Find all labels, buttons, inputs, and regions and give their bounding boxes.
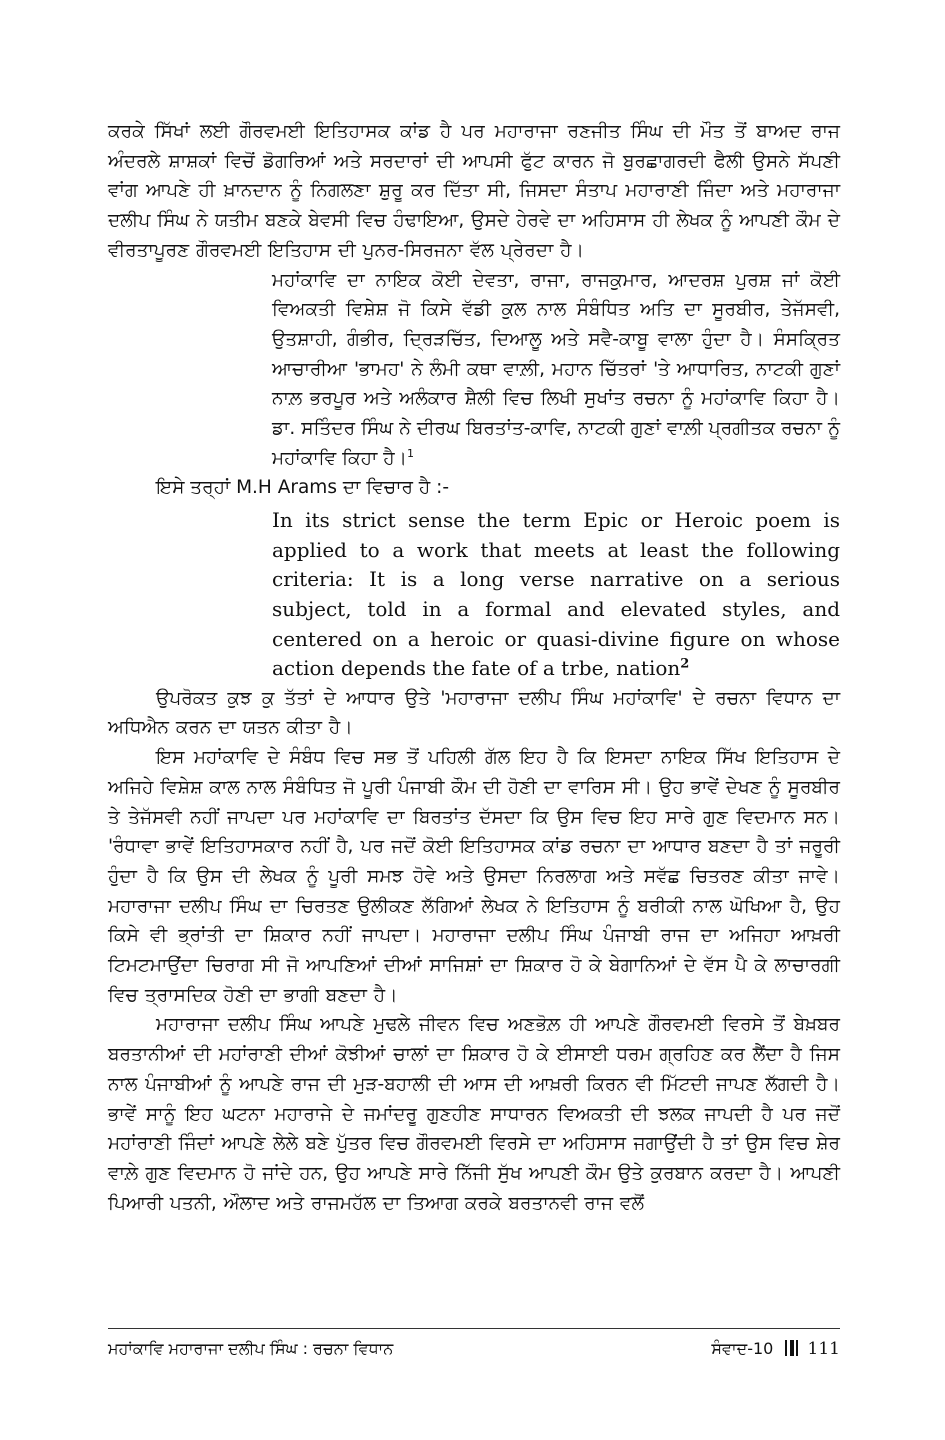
paragraph-4: ਮਹਾਰਾਜਾ ਦਲੀਪ ਸਿੰਘ ਆਪਣੇ ਮੁਢਲੇ ਜੀਵਨ ਵਿਚ ਅਣਭੋਲ਼ ਹੀ ਆਪਣੇ ਗੌਰਵਮਈ ਵਿਰਸੇ ਤੋਂ ਬੇਖ਼ਬਰ ਬਰਤਾਨੀਆਂ ਦੀ ਮਹਾਂਰਾਣੀ ਦੀਆਂ ਕੋਝੀਆਂ ਚਾਲਾਂ ਦਾ ਸ਼ਿਕਾਰ ਹੋ ਕੇ ਈਸਾਈ ਧਰਮ ਗ੍ਰਹਿਣ ਕਰ ਲੈਂਦਾ ਹੈ ਜਿਸ ਨਾਲ ਪੰਜਾਬੀਆਂ ਨੂੰ ਆਪਣੇ ਰਾਜ ਦੀ ਮੁੜ-ਬਹਾਲੀ ਦੀ ਆਸ ਦੀ ਆਖ਼ਰੀ ਕਿਰਨ ਵੀ ਮਿੱਟਦੀ ਜਾਪਣ ਲੱਗਦੀ ਹੈ। ਭਾਵੇਂ ਸਾਨੂੰ ਇਹ ਘਟਨਾ ਮਹਾਰਾਜੇ ਦੇ ਜਮਾਂਦਰੂ ਗੁਣਹੀਣ ਸਾਧਾਰਨ ਵਿਅਕਤੀ ਦੀ ਝਲਕ ਜਾਪਦੀ ਹੈ ਪਰ ਜਦੋਂ ਮਹਾਂਰਾਣੀ ਜਿੰਦਾਂ ਆਪਣੇ ਲੇਲੇ ਬਣੇ ਪੁੱਤਰ ਵਿਚ ਗੌਰਵਮਈ ਵਿਰਸੇ ਦਾ ਅਹਿਸਾਸ ਜਗਾਉਂਦੀ ਹੈ ਤਾਂ ਉਸ ਵਿਚ ਸ਼ੇਰ ਵਾਲ਼ੇ ਗੁਣ ਵਿਦਮਾਨ ਹੋ ਜਾਂਦੇ ਹਨ, ਉਹ ਆਪਣੇ ਸਾਰੇ ਨਿੱਜੀ ਸੁੱਖ ਆਪਣੀ ਕੌਮ ਉਤੇ ਕੁਰਬਾਨ ਕਰਦਾ ਹੈ। ਆਪਣੀ ਪਿਆਰੀ ਪਤਨੀ, ਔਲਾਦ ਅਤੇ ਰਾਜਮਹੱਲ ਦਾ ਤਿਆਗ ਕਰਕੇ ਬਰਤਾਨਵੀ ਰਾਜ ਵਲੋਂ (108, 1014, 840, 1214)
arams-intro-line: ਇਸੇ ਤਰ੍ਹਾਂ M.H Arams ਦਾ ਵਿਚਾਰ ਹੈ :- (156, 477, 450, 499)
page-body (108, 117, 840, 1218)
block-quote-mahakavi-definition (272, 266, 840, 474)
page-footer (108, 1336, 840, 1362)
english-quote-abrams (272, 506, 840, 684)
footer-right-group (711, 1336, 840, 1362)
journal-name: ਸੰਵਾਦ-10 (711, 1339, 774, 1358)
paragraph-2: ਉਪਰੋਕਤ ਕੁਝ ਕੁ ਤੱਤਾਂ ਦੇ ਆਧਾਰ ਉਤੇ 'ਮਹਾਰਾਜਾ ਦਲੀਪ ਸਿੰਘ ਮਹਾਂਕਾਵਿ' ਦੇ ਰਚਨਾ ਵਿਧਾਨ ਦਾ ਅਧਿਐਨ ਕਰਨ ਦਾ ਯਤਨ ਕੀਤਾ ਹੈ। (108, 687, 840, 739)
separator-bars-icon (783, 1340, 799, 1356)
english-quote-text: In its strict sense the term Epic or Heroic poem is applied to a work that meets at least the following criteria: It is a long verse narrative on a serious subject, told in a formal and elevated styles, and centered on a heroic or quasi-divine figure on whose action depends the fate of a trbe, nation (272, 508, 840, 681)
paragraph-3: ਇਸ ਮਹਾਂਕਾਵਿ ਦੇ ਸੰਬੰਧ ਵਿਚ ਸਭ ਤੋਂ ਪਹਿਲੀ ਗੱਲ ਇਹ ਹੈ ਕਿ ਇਸਦਾ ਨਾਇਕ ਸਿੱਖ ਇਤਿਹਾਸ ਦੇ ਅਜਿਹੇ ਵਿਸ਼ੇਸ਼ ਕਾਲ ਨਾਲ ਸੰਬੰਧਿਤ ਜੋ ਪੂਰੀ ਪੰਜਾਬੀ ਕੌਮ ਦੀ ਹੋਣੀ ਦਾ ਵਾਰਿਸ ਸੀ। ਉਹ ਭਾਵੇਂ ਦੇਖਣ ਨੂੰ ਸੂਰਬੀਰ ਤੇ ਤੇਜੱਸਵੀ ਨਹੀਂ ਜਾਪਦਾ ਪਰ ਮਹਾਂਕਾਵਿ ਦਾ ਬਿਰਤਾਂਤ ਦੱਸਦਾ ਕਿ ਉਸ ਵਿਚ ਇਹ ਸਾਰੇ ਗੁਣ ਵਿਦਮਾਨ ਸਨ। 'ਰੰਧਾਵਾ ਭਾਵੇਂ ਇਤਿਹਾਸਕਾਰ ਨਹੀਂ ਹੈ, ਪਰ ਜਦੋਂ ਕੋਈ ਇਤਿਹਾਸਕ ਕਾਂਡ ਰਚਨਾ ਦਾ ਆਧਾਰ ਬਣਦਾ ਹੈ ਤਾਂ ਜਰੂਰੀ ਹੁੰਦਾ ਹੈ ਕਿ ਉਸ ਦੀ ਲੇਖਕ ਨੂੰ ਪੂਰੀ ਸਮਝ ਹੋਵੇ ਅਤੇ ਉਸਦਾ ਨਿਰਲਾਗ ਅਤੇ ਸਵੱਛ ਚਿਤਰਣ ਕੀਤਾ ਜਾਵੇ। ਮਹਾਰਾਜਾ ਦਲੀਪ ਸਿੰਘ ਦਾ ਚਿਰਤਣ ਉਲੀਕਣ ਲੱਗਿਆਂ ਲੇਖਕ ਨੇ ਇਤਿਹਾਸ ਨੂੰ ਬਰੀਕੀ ਨਾਲ ਘੋਖਿਆ ਹੈ, ਉਹ ਕਿਸੇ ਵੀ ਭ੍ਰਾਂਤੀ ਦਾ ਸ਼ਿਕਾਰ ਨਹੀਂ ਜਾਪਦਾ। ਮਹਾਰਾਜਾ ਦਲੀਪ ਸਿੰਘ ਪੰਜਾਬੀ ਰਾਜ ਦਾ ਅਜਿਹਾ ਆਖ਼ਰੀ ਟਿਮਟਮਾਉਂਦਾ ਚਿਰਾਗ ਸੀ ਜੋ ਆਪਣਿਆਂ ਦੀਆਂ ਸਾਜਿਸ਼ਾਂ ਦਾ ਸ਼ਿਕਾਰ ਹੋ ਕੇ ਬੇਗਾਨਿਆਂ ਦੇ ਵੱਸ ਪੈ ਕੇ ਲਾਚਾਰਗੀ ਵਿਚ ਤ੍ਰਾਸਦਿਕ ਹੋਣੀ ਦਾ ਭਾਗੀ ਬਣਦਾ ਹੈ। (108, 747, 840, 1006)
running-title: ਮਹਾਂਕਾਵਿ ਮਹਾਰਾਜਾ ਦਲੀਪ ਸਿੰਘ : ਰਚਨਾ ਵਿਧਾਨ (108, 1339, 394, 1358)
paragraph-1: ਕਰਕੇ ਸਿੱਖਾਂ ਲਈ ਗੌਰਵਮਈ ਇਤਿਹਾਸਕ ਕਾਂਡ ਹੈ ਪਰ ਮਹਾਰਾਜਾ ਰਣਜੀਤ ਸਿੰਘ ਦੀ ਮੌਤ ਤੋਂ ਬਾਅਦ ਰਾਜ ਅੰਦਰਲੇ ਸ਼ਾਸ਼ਕਾਂ ਵਿਚੋਂ ਡੋਗਰਿਆਂ ਅਤੇ ਸਰਦਾਰਾਂ ਦੀ ਆਪਸੀ ਫੁੱਟ ਕਾਰਨ ਜੋ ਬੁਰਛਾਗਰਦੀ ਫੈਲੀ ਉਸਨੇ ਸੱਪਣੀ ਵਾਂਗ ਆਪਣੇ ਹੀ ਖ਼ਾਨਦਾਨ ਨੂੰ ਨਿਗਲਣਾ ਸ਼ੁਰੂ ਕਰ ਦਿੱਤਾ ਸੀ, ਜਿਸਦਾ ਸੰਤਾਪ ਮਹਾਰਾਣੀ ਜਿੰਦਾ ਅਤੇ ਮਹਾਰਾਜਾ ਦਲੀਪ ਸਿੰਘ ਨੇ ਯਤੀਮ ਬਣਕੇ ਬੇਵਸੀ ਵਿਚ ਹੰਢਾਇਆ, ਉਸਦੇ ਹੇਰਵੇ ਦਾ ਅਹਿਸਾਸ ਹੀ ਲੇਖਕ ਨੂੰ ਆਪਣੀ ਕੌਮ ਦੇ ਵੀਰਤਾਪੂਰਣ ਗੌਰਵਮਈ ਇਤਿਹਾਸ ਦੀ ਪੁਨਰ-ਸਿਰਜਨਾ ਵੱਲ ਪ੍ਰੇਰਦਾ ਹੈ। (108, 121, 840, 261)
footer-divider (108, 1328, 840, 1329)
page-number: 111 (807, 1339, 840, 1359)
block-quote-text: ਮਹਾਂਕਾਵਿ ਦਾ ਨਾਇਕ ਕੋਈ ਦੇਵਤਾ, ਰਾਜਾ, ਰਾਜਕੁਮਾਰ, ਆਦਰਸ਼ ਪੁਰਸ਼ ਜਾਂ ਕੋਈ ਵਿਅਕਤੀ ਵਿਸ਼ੇਸ਼ ਜੋ ਕਿਸੇ ਵੱਡੀ ਕੁਲ ਨਾਲ ਸੰਬੰਧਿਤ ਅਤਿ ਦਾ ਸੂਰਬੀਰ, ਤੇਜੱਸਵੀ, ਉਤਸ਼ਾਹੀ, ਗੰਭੀਰ, ਦ੍ਰਿੜਚਿੱਤ, ਦਿਆਲੂ ਅਤੇ ਸਵੈ-ਕਾਬੂ ਵਾਲਾ ਹੁੰਦਾ ਹੈ। ਸੰਸਕ੍ਰਿਤ ਆਚਾਰੀਆ 'ਭਾਮਹ' ਨੇ ਲੰਮੀ ਕਥਾ ਵਾਲ਼ੀ, ਮਹਾਨ ਚਿੱਤਰਾਂ 'ਤੇ ਆਧਾਰਿਤ, ਨਾਟਕੀ ਗੁਣਾਂ ਨਾਲ਼ ਭਰਪੂਰ ਅਤੇ ਅਲੰਕਾਰ ਸ਼ੈਲੀ ਵਿਚ ਲਿਖੀ ਸੁਖਾਂਤ ਰਚਨਾ ਨੂੰ ਮਹਾਂਕਾਵਿ ਕਿਹਾ ਹੈ। ਡਾ. ਸਤਿੰਦਰ ਸਿੰਘ ਨੇ ਦੀਰਘ ਬਿਰਤਾਂਤ-ਕਾਵਿ, ਨਾਟਕੀ ਗੁਣਾਂ ਵਾਲ਼ੀ ਪ੍ਰਗੀਤਕ ਰਚਨਾ ਨੂੰ ਮਹਾਂਕਾਵਿ ਕਿਹਾ ਹੈ। (272, 269, 840, 469)
footnote-ref-1: 1 (407, 446, 415, 460)
footnote-ref-2: 2 (680, 656, 690, 672)
